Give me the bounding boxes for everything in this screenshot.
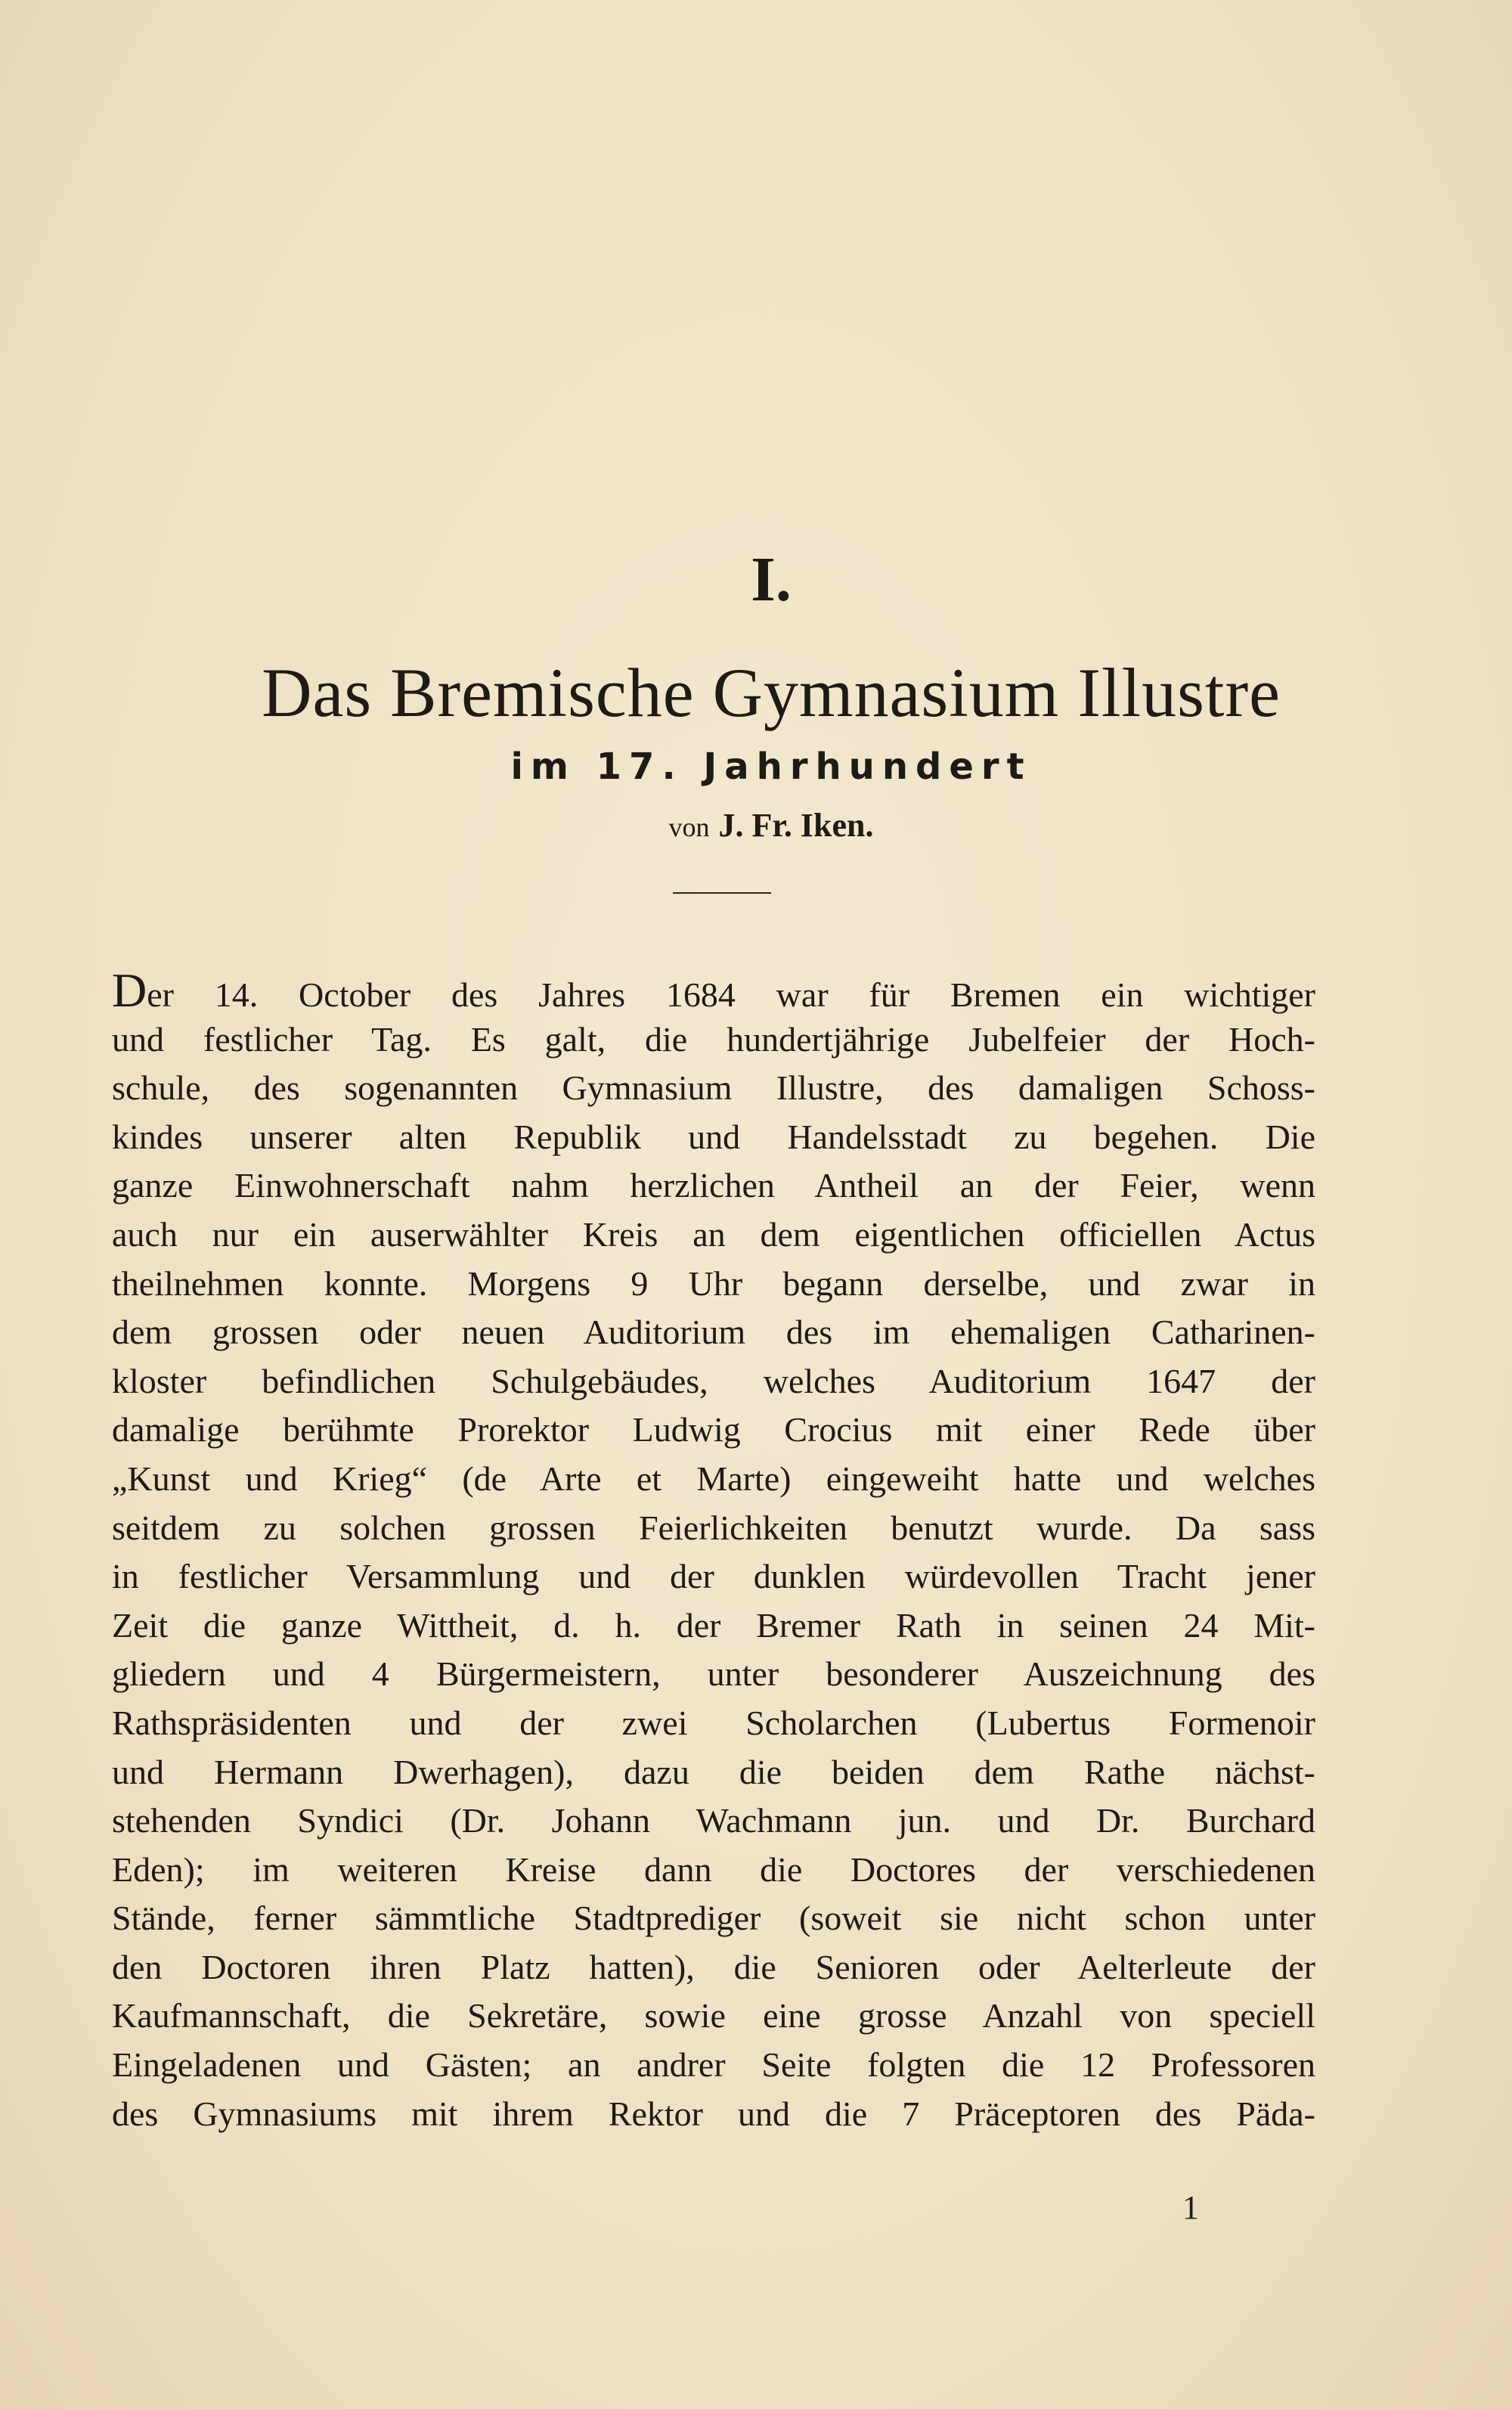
text-line: gliedern und 4 Bürgermeistern, unter besonderer Auszeichnung des xyxy=(112,1654,1315,1694)
text-line: Stände, ferner sämmtliche Stadtprediger (soweit sie nicht schon unter xyxy=(112,1899,1315,1938)
author-prefix: von xyxy=(668,812,710,842)
text-line: dem grossen oder neuen Auditorium des im ehemaligen Catharinen- xyxy=(112,1313,1315,1352)
text-line: seitdem zu solchen grossen Feierlichkeiten benutzt wurde. Da sass xyxy=(112,1508,1315,1547)
text-line: den Doctoren ihren Platz hatten), die Senioren oder Aelterleute der xyxy=(112,1947,1315,1986)
text-line: in festlicher Versammlung und der dunklen würdevollen Tracht jener xyxy=(112,1557,1315,1596)
text-line: des Gymnasiums mit ihrem Rektor und die 7 Präceptoren des Päda- xyxy=(112,2094,1315,2133)
text-line: kindes unserer alten Republik und Handelsstadt zu begehen. Die xyxy=(112,1117,1315,1156)
text-line: ganze Einwohnerschaft nahm herzlichen Antheil an der Feier, wenn xyxy=(112,1166,1315,1205)
article-subtitle: im 17. Jahrhundert xyxy=(510,746,1032,788)
section-divider xyxy=(673,892,771,894)
text-line: stehenden Syndici (Dr. Johann Wachmann jun. und Dr. Burchard xyxy=(112,1801,1315,1840)
text-line: theilnehmen konnte. Morgens 9 Uhr begann derselbe, und zwar in xyxy=(112,1263,1315,1303)
author-line xyxy=(0,809,1512,842)
article-title: Das Bremische Gymnasium Illustre xyxy=(262,654,1281,731)
text-line: „Kunst und Krieg“ (de Arte et Marte) eingeweiht hatte und welches xyxy=(112,1459,1315,1498)
text-line xyxy=(112,963,1315,1017)
text-line: damalige berühmte Prorektor Ludwig Crocius mit einer Rede über xyxy=(112,1410,1315,1449)
body-text xyxy=(112,963,1315,2138)
text-line: kloster befindlichen Schulgebäudes, welches Auditorium 1647 der xyxy=(112,1361,1315,1400)
text-line-content: er 14. October des Jahres 1684 war für Bremen ein wichtiger xyxy=(147,975,1315,1014)
drop-cap: D xyxy=(112,963,147,1017)
text-line: Eden); im weiteren Kreise dann die Doctores der verschiedenen xyxy=(112,1849,1315,1889)
text-line: auch nur ein auserwählter Kreis an dem eigentlichen officiellen Actus xyxy=(112,1214,1315,1254)
text-line: Kaufmannschaft, die Sekretäre, sowie eine grosse Anzahl von speciell xyxy=(112,1996,1315,2035)
text-line: Rathspräsidenten und der zwei Scholarchen (Lubertus Formenoir xyxy=(112,1703,1315,1742)
text-line: schule, des sogenannten Gymnasium Illustre, des damaligen Schoss- xyxy=(112,1068,1315,1108)
page-number: 1 xyxy=(1182,2189,1199,2226)
text-line: Zeit die ganze Wittheit, d. h. der Bremer Rath in seinen 24 Mit- xyxy=(112,1605,1315,1645)
text-line: Eingeladenen und Gästen; an andrer Seite folgten die 12 Professoren xyxy=(112,2045,1315,2085)
author-name: J. Fr. Iken. xyxy=(718,807,874,844)
text-line: und festlicher Tag. Es galt, die hundertjährige Jubelfeier der Hoch- xyxy=(112,1019,1315,1059)
chapter-number: I. xyxy=(751,544,792,615)
text-line: und Hermann Dwerhagen), dazu die beiden dem Rathe nächst- xyxy=(112,1752,1315,1791)
